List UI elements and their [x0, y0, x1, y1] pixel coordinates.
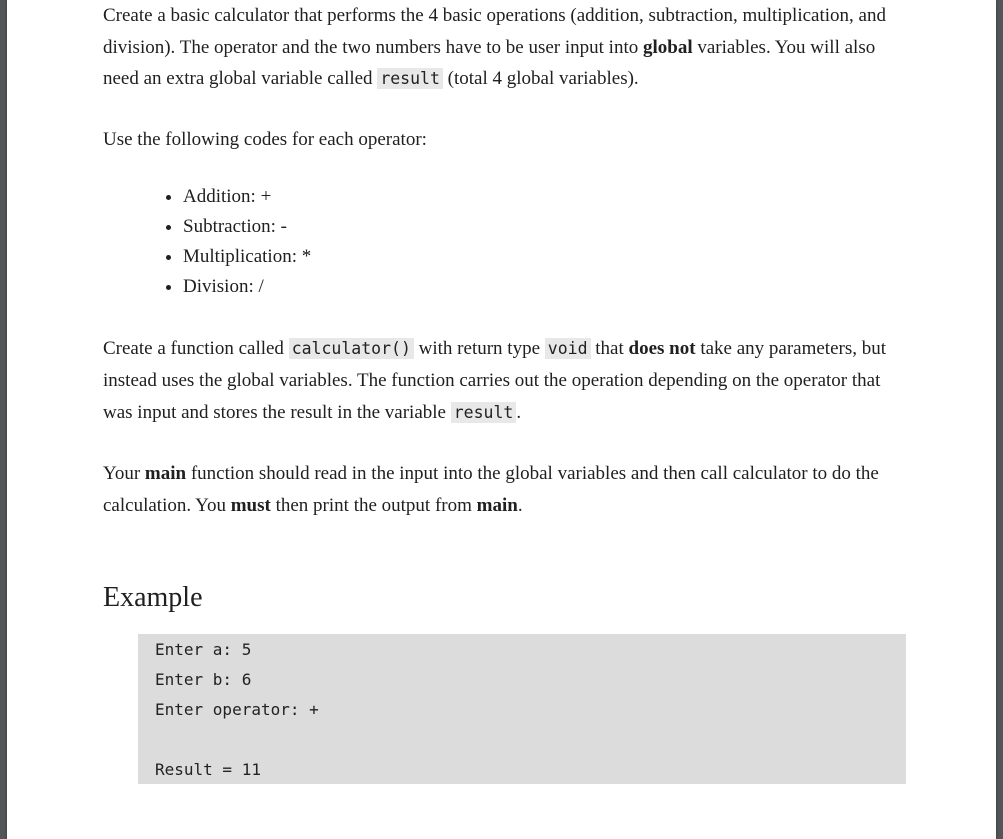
main-text-1: Your — [103, 463, 145, 484]
function-paragraph — [103, 333, 908, 429]
list-item: • Addition: + — [183, 182, 908, 212]
func-text-5: . — [516, 402, 522, 423]
code-line — [155, 725, 906, 755]
func-text-3: that — [590, 338, 629, 359]
operator-codes-list — [103, 182, 908, 302]
func-text-2: with return type — [413, 338, 545, 359]
intro-text-1: Create a basic calculator that performs the 4 basic operations (addition, subtraction, multiplication, and division). The operator and the two numbers have to be user input into — [103, 5, 886, 58]
list-item: • Division: / — [183, 272, 908, 302]
main-paragraph — [103, 458, 908, 521]
main-text-4: . — [517, 494, 523, 516]
intro-code-result: result — [377, 68, 443, 89]
main-bold-main-2: main — [476, 494, 518, 516]
func-code-calculator: calculator() — [289, 338, 414, 359]
func-code-result: result — [451, 402, 517, 423]
example-heading: Example — [103, 582, 203, 613]
code-line: Result = 11 — [155, 760, 261, 779]
func-text-4: take any parameters, but instead uses the global variables. The function carries out the operation depending on the operator that was input and stores the result in the variable — [103, 338, 887, 423]
main-text-3: then print the output from — [270, 494, 477, 516]
list-item: • Multiplication: * — [183, 242, 908, 272]
codes-label: Use the following codes for each operator: — [103, 128, 427, 150]
intro-paragraph — [103, 0, 908, 95]
code-line: Enter b: 6 — [155, 670, 252, 689]
func-code-void: void — [545, 338, 591, 359]
main-bold-main-1: main — [144, 463, 187, 484]
document-page — [7, 0, 996, 839]
intro-text-2: variables. You will also need an extra global variable called — [103, 36, 876, 89]
code-line: Enter operator: + — [155, 700, 319, 719]
intro-bold-global: global — [642, 36, 693, 58]
main-bold-must: must — [230, 494, 271, 516]
main-text-2: function should read in the input into the global variables and then call calculator to do the calculation. You — [103, 463, 879, 516]
intro-text-3: (total 4 global variables). — [442, 68, 639, 89]
document-content — [103, 0, 908, 784]
func-bold-does-not: does not — [628, 338, 696, 359]
code-line: Enter a: 5 — [155, 640, 252, 659]
func-text-1: Create a function called — [103, 338, 289, 359]
example-code-block — [138, 634, 906, 784]
list-item: • Subtraction: - — [183, 212, 908, 242]
